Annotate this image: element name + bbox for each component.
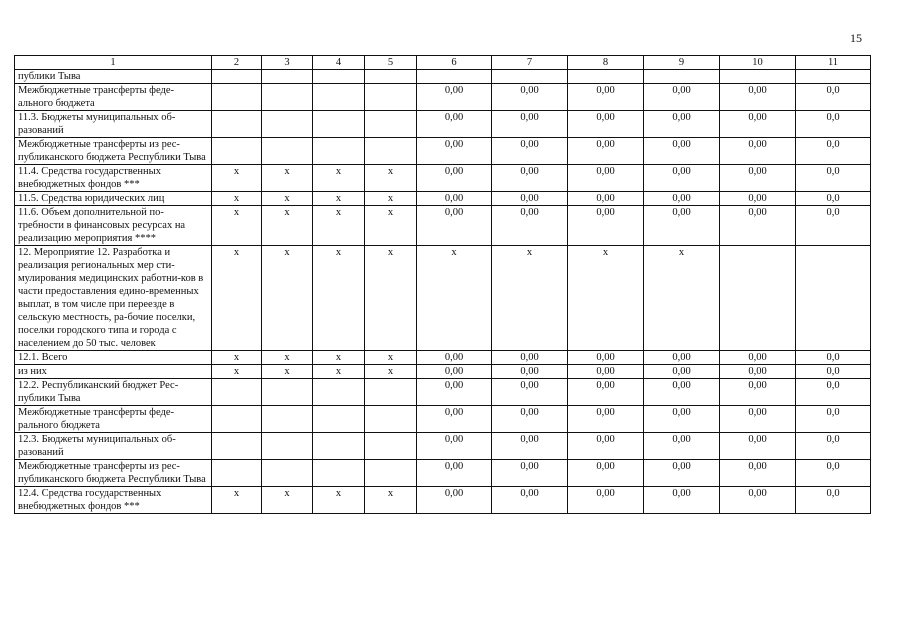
table-cell	[212, 111, 262, 138]
table-row	[15, 460, 871, 487]
column-header: 10	[720, 56, 796, 70]
table-row	[15, 365, 871, 379]
table-cell	[212, 84, 262, 111]
table-cell: 0,0	[796, 406, 871, 433]
table-cell: 0,00	[417, 379, 492, 406]
table-cell: 0,00	[417, 192, 492, 206]
table-cell: 0,00	[720, 433, 796, 460]
row-label: 12.4. Средства государственных внебюджетных фондов ***	[15, 487, 212, 514]
table-row	[15, 487, 871, 514]
table-row	[15, 70, 871, 84]
table-cell: 0,00	[568, 433, 644, 460]
row-label: 11.4. Средства государственных внебюджетных фондов ***	[15, 165, 212, 192]
table-cell	[365, 84, 417, 111]
table-cell: 0,00	[644, 379, 720, 406]
table-cell	[212, 379, 262, 406]
column-header: 9	[644, 56, 720, 70]
table-cell	[365, 379, 417, 406]
table-cell: 0,00	[568, 487, 644, 514]
table-cell: x	[212, 487, 262, 514]
table-cell	[720, 246, 796, 351]
table-cell: 0,00	[644, 460, 720, 487]
table-cell: 0,00	[492, 433, 568, 460]
table-cell	[313, 138, 365, 165]
table-cell: 0,0	[796, 206, 871, 246]
table-cell: 0,00	[720, 365, 796, 379]
table-cell: x	[313, 246, 365, 351]
table-cell: x	[365, 351, 417, 365]
column-header: 3	[262, 56, 313, 70]
table-cell: x	[313, 365, 365, 379]
table-cell: 0,00	[492, 379, 568, 406]
table-cell: 0,00	[720, 192, 796, 206]
table-cell: 0,00	[417, 111, 492, 138]
row-label: 12. Мероприятие 12. Разработка и реализация региональных мер сти-мулирования медицинских работни-ков в части предоставления едино-временных выплат, в том числе при переезде в сельскую местность, ра-бочие поселки, поселки городского типа и города с населением до 50 тыс. человек	[15, 246, 212, 351]
table-cell: 0,0	[796, 365, 871, 379]
table-cell: 0,00	[417, 487, 492, 514]
budget-table	[14, 55, 871, 514]
table-cell: 0,00	[492, 351, 568, 365]
table-cell	[365, 138, 417, 165]
table-cell	[365, 433, 417, 460]
column-header: 11	[796, 56, 871, 70]
table-cell: x	[365, 246, 417, 351]
table-cell: x	[365, 165, 417, 192]
table-cell	[212, 460, 262, 487]
row-label: 11.6. Объем дополнительной по-требности в финансовых ресурсах на реализацию мероприятия ****	[15, 206, 212, 246]
column-header: 2	[212, 56, 262, 70]
column-header: 8	[568, 56, 644, 70]
table-cell: x	[365, 365, 417, 379]
table-cell: x	[212, 192, 262, 206]
table-row	[15, 246, 871, 351]
row-label: из них	[15, 365, 212, 379]
page-number: 15	[850, 31, 862, 45]
table-cell: x	[313, 192, 365, 206]
row-label: 11.5. Средства юридических лиц	[15, 192, 212, 206]
table-cell: 0,00	[720, 206, 796, 246]
table-cell: x	[262, 246, 313, 351]
table-cell	[313, 460, 365, 487]
table-cell: 0,00	[492, 460, 568, 487]
table-row	[15, 379, 871, 406]
table-cell: 0,00	[568, 165, 644, 192]
table-cell: x	[212, 206, 262, 246]
table-cell: x	[313, 206, 365, 246]
table-cell	[365, 406, 417, 433]
table-cell: x	[365, 206, 417, 246]
table-cell: 0,00	[568, 138, 644, 165]
table-cell: 0,00	[492, 365, 568, 379]
table-cell: 0,00	[568, 111, 644, 138]
table-cell: x	[568, 246, 644, 351]
table-cell	[365, 460, 417, 487]
table-cell: x	[262, 487, 313, 514]
table-cell: 0,00	[644, 433, 720, 460]
table-row	[15, 111, 871, 138]
table-cell: 0,00	[720, 84, 796, 111]
table-cell: 0,00	[644, 111, 720, 138]
table-cell: 0,0	[796, 84, 871, 111]
table-cell	[644, 70, 720, 84]
table-cell: 0,00	[720, 487, 796, 514]
table-cell	[262, 84, 313, 111]
table-cell	[212, 433, 262, 460]
table-cell: 0,00	[417, 365, 492, 379]
table-cell: 0,00	[720, 138, 796, 165]
table-cell	[262, 460, 313, 487]
table-cell	[262, 111, 313, 138]
table-cell: 0,00	[568, 192, 644, 206]
table-cell: 0,00	[417, 433, 492, 460]
table-cell	[313, 379, 365, 406]
row-label: Межбюджетные трансферты феде-ального бюджета	[15, 84, 212, 111]
table-cell: 0,00	[492, 192, 568, 206]
table-cell	[262, 406, 313, 433]
table-cell: 0,00	[644, 192, 720, 206]
table-row	[15, 138, 871, 165]
row-label: 11.3. Бюджеты муниципальных об-разований	[15, 111, 212, 138]
table-cell	[313, 433, 365, 460]
table-cell: 0,00	[644, 406, 720, 433]
table-cell: x	[417, 246, 492, 351]
table-cell: 0,00	[492, 111, 568, 138]
row-label: 12.2. Республиканский бюджет Рес-публики Тыва	[15, 379, 212, 406]
table-cell	[796, 246, 871, 351]
column-header: 4	[313, 56, 365, 70]
table-row	[15, 406, 871, 433]
table-cell: 0,00	[492, 84, 568, 111]
row-label: 12.1. Всего	[15, 351, 212, 365]
table-cell	[568, 70, 644, 84]
table-cell: 0,00	[720, 460, 796, 487]
table-cell: 0,00	[417, 460, 492, 487]
table-cell: 0,0	[796, 460, 871, 487]
table-cell: x	[212, 365, 262, 379]
table-cell: x	[365, 487, 417, 514]
table-cell: 0,0	[796, 351, 871, 365]
table-cell: 0,00	[568, 460, 644, 487]
table-cell: 0,0	[796, 165, 871, 192]
table-cell: x	[313, 487, 365, 514]
table-cell: 0,00	[644, 365, 720, 379]
table-cell: 0,00	[417, 165, 492, 192]
table-cell: 0,00	[644, 84, 720, 111]
table-cell: 0,00	[720, 111, 796, 138]
table-cell: 0,00	[644, 351, 720, 365]
table-row	[15, 165, 871, 192]
table-cell: 0,00	[492, 206, 568, 246]
table-cell	[212, 70, 262, 84]
table-cell: 0,00	[720, 165, 796, 192]
table-cell: 0,0	[796, 138, 871, 165]
table-cell	[417, 70, 492, 84]
table-cell	[313, 84, 365, 111]
table-cell: 0,00	[720, 379, 796, 406]
row-label: Межбюджетные трансферты феде-рального бюджета	[15, 406, 212, 433]
table-cell: x	[262, 365, 313, 379]
table-cell	[262, 379, 313, 406]
table-cell: 0,00	[492, 487, 568, 514]
table-cell: x	[262, 192, 313, 206]
table-cell	[262, 138, 313, 165]
table-cell: 0,00	[644, 138, 720, 165]
row-label: Межбюджетные трансферты из рес-публиканского бюджета Республики Тыва	[15, 460, 212, 487]
table-cell: x	[212, 165, 262, 192]
column-header: 1	[15, 56, 212, 70]
table-cell: 0,00	[417, 138, 492, 165]
table-row	[15, 433, 871, 460]
table-cell: 0,00	[417, 84, 492, 111]
table-cell: x	[212, 246, 262, 351]
table-cell: x	[313, 165, 365, 192]
table-cell	[492, 70, 568, 84]
row-label: Межбюджетные трансферты из рес-публиканского бюджета Республики Тыва	[15, 138, 212, 165]
row-label: 12.3. Бюджеты муниципальных об-разований	[15, 433, 212, 460]
column-header: 7	[492, 56, 568, 70]
table-cell: 0,0	[796, 111, 871, 138]
table-cell: 0,00	[568, 406, 644, 433]
table-cell: 0,00	[568, 379, 644, 406]
column-header: 6	[417, 56, 492, 70]
table-cell	[313, 111, 365, 138]
table-cell: x	[212, 351, 262, 365]
table-cell: 0,00	[644, 165, 720, 192]
table-cell: 0,00	[720, 406, 796, 433]
table-cell: 0,00	[720, 351, 796, 365]
table-cell	[262, 70, 313, 84]
table-cell: 0,0	[796, 433, 871, 460]
table-cell: 0,00	[417, 206, 492, 246]
table-cell: 0,0	[796, 379, 871, 406]
table-cell: x	[262, 165, 313, 192]
table-cell: x	[644, 246, 720, 351]
table-row	[15, 84, 871, 111]
table-cell: 0,00	[492, 165, 568, 192]
table-cell: 0,0	[796, 192, 871, 206]
table-cell: 0,00	[568, 84, 644, 111]
table-cell: x	[262, 206, 313, 246]
table-cell: 0,00	[568, 351, 644, 365]
table-cell	[212, 406, 262, 433]
table-cell: 0,00	[644, 206, 720, 246]
table-cell	[365, 111, 417, 138]
column-header: 5	[365, 56, 417, 70]
table-cell	[212, 138, 262, 165]
table-cell	[262, 433, 313, 460]
table-cell: 0,0	[796, 487, 871, 514]
table-cell: 0,00	[644, 487, 720, 514]
column-number-row	[15, 56, 871, 70]
table-cell	[313, 70, 365, 84]
table-cell	[365, 70, 417, 84]
table-cell: x	[313, 351, 365, 365]
table-cell: x	[492, 246, 568, 351]
table-cell: 0,00	[492, 406, 568, 433]
table-cell: 0,00	[417, 351, 492, 365]
table-cell: x	[262, 351, 313, 365]
table-body	[15, 70, 871, 514]
table-cell: 0,00	[417, 406, 492, 433]
table-row	[15, 206, 871, 246]
table-cell: 0,00	[492, 138, 568, 165]
table-cell	[720, 70, 796, 84]
table-cell: x	[365, 192, 417, 206]
row-label: публики Тыва	[15, 70, 212, 84]
table-cell	[796, 70, 871, 84]
table-row	[15, 192, 871, 206]
table-cell: 0,00	[568, 365, 644, 379]
table-cell: 0,00	[568, 206, 644, 246]
table-row	[15, 351, 871, 365]
table-cell	[313, 406, 365, 433]
